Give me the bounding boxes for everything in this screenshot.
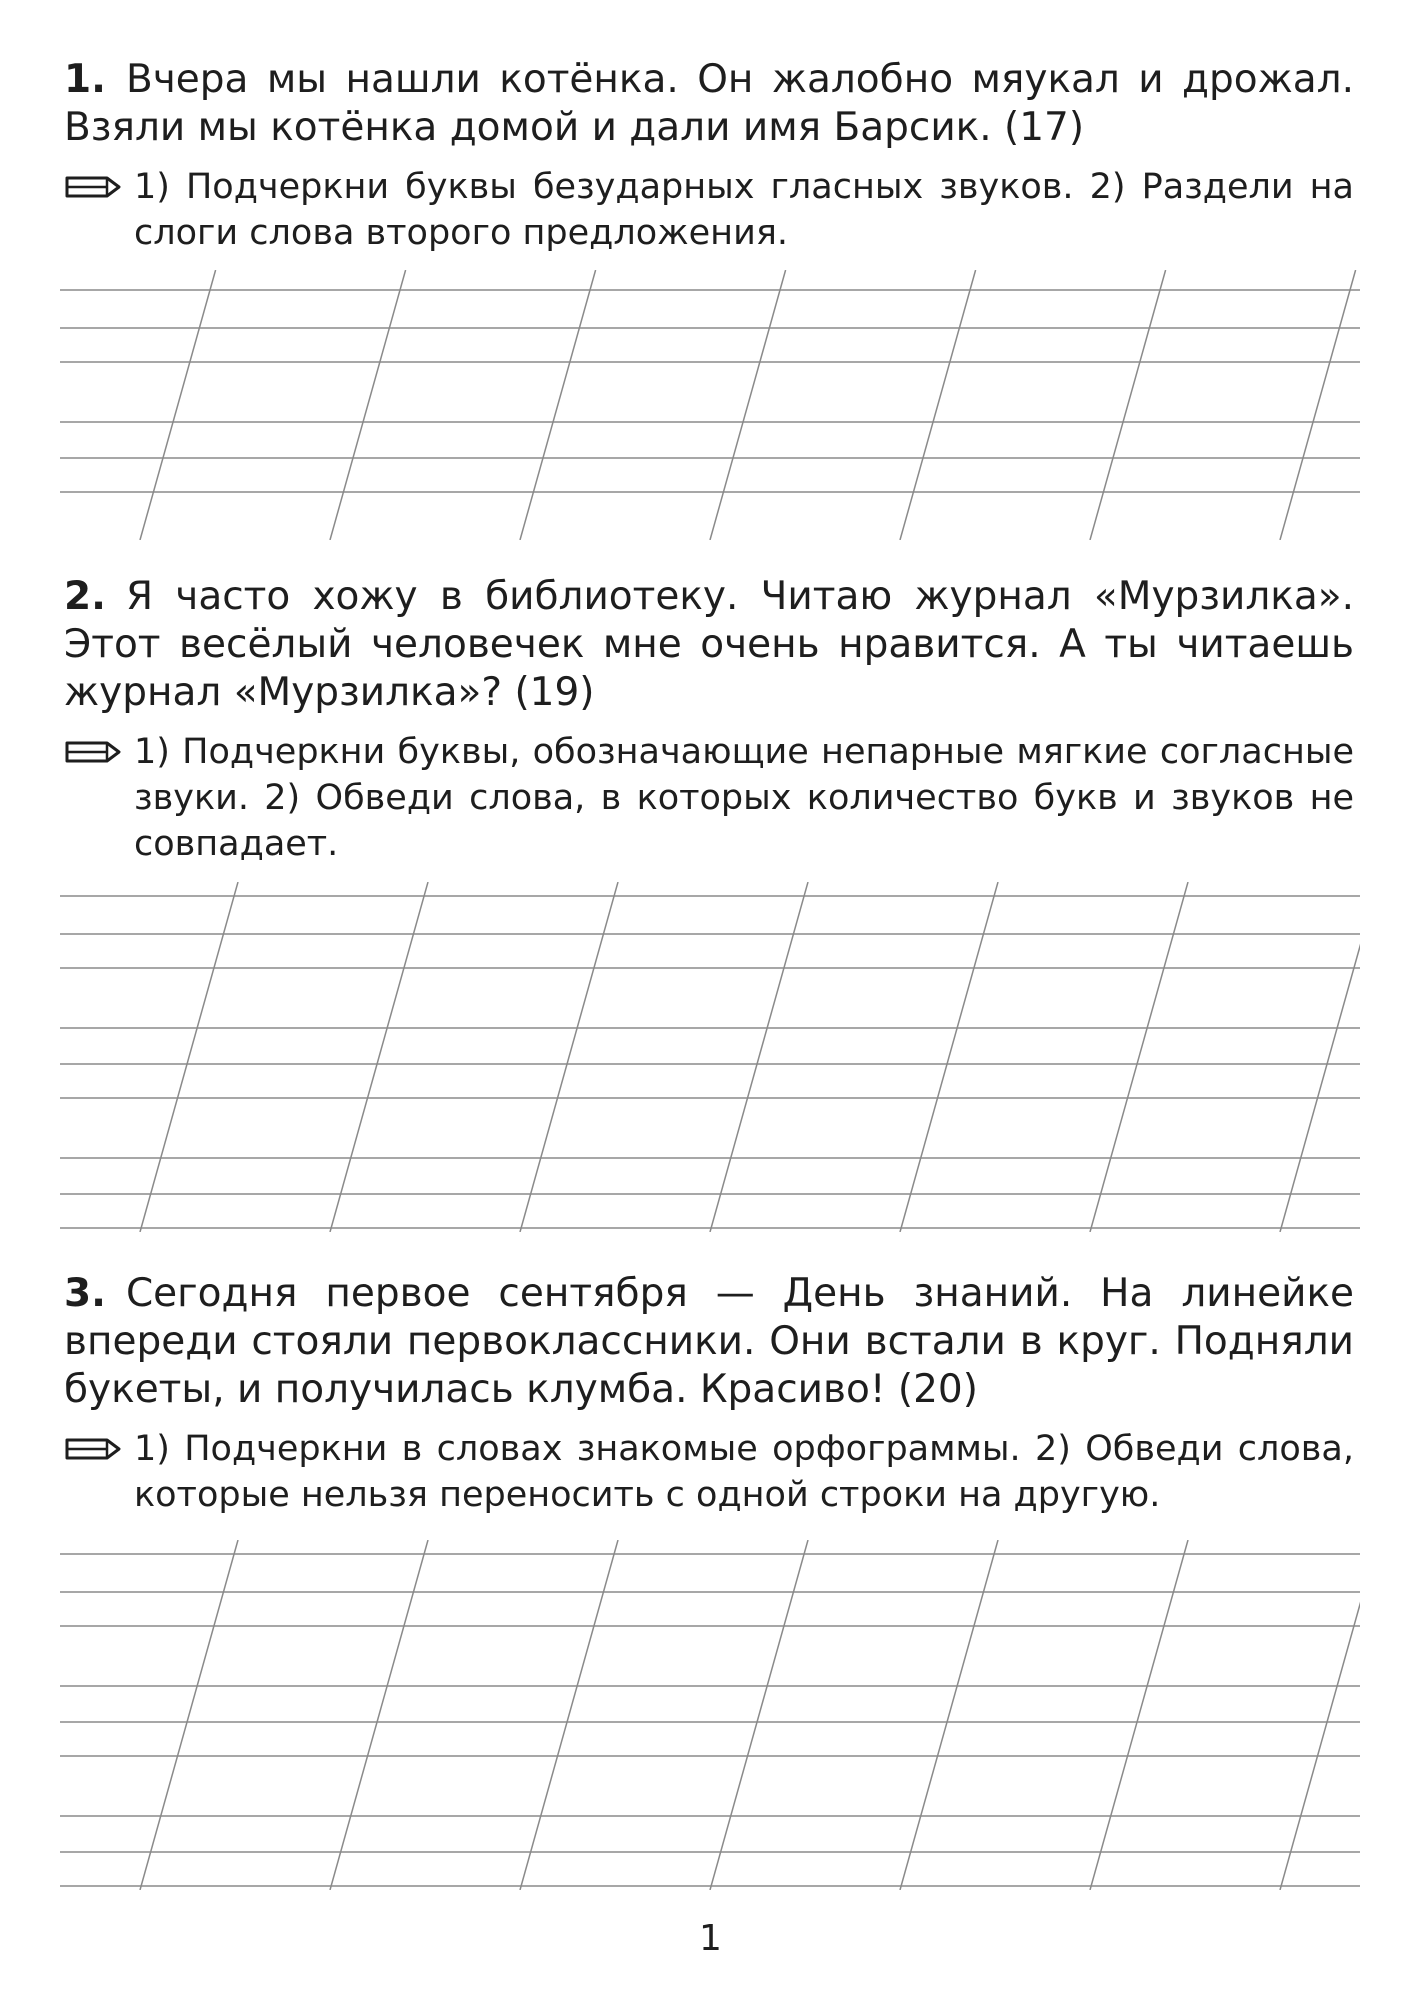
slant-line (330, 270, 406, 540)
slant-line (710, 270, 786, 540)
task-text: 1) Подчеркни буквы безударных гласных звуков. 2) Раздели на слоги слова второго предложения. (134, 167, 1354, 253)
exercise-text (64, 1270, 1354, 1414)
pencil-icon (64, 1432, 122, 1466)
exercise-task (64, 1426, 1354, 1518)
writing-lines-3 (60, 1540, 1360, 1890)
pencil-icon (64, 735, 122, 769)
exercise-number: 3. (64, 1271, 106, 1316)
exercise-sentence: Сегодня первое сентября — День знаний. На линейке впереди стояли первоклассники. Они встали в круг. Подняли букеты, и получилась клумба. Красиво! (20) (64, 1271, 1354, 1412)
slant-line (140, 270, 216, 540)
task-text: 1) Подчеркни в словах знакомые орфограммы. 2) Обведи слова, которые нельзя переносить с одной строки на другую. (134, 1429, 1354, 1515)
slant-line (1280, 270, 1356, 540)
exercise-text (64, 573, 1354, 717)
exercise-number: 2. (64, 574, 106, 619)
exercise-task (64, 729, 1354, 867)
writing-lines-2 (60, 882, 1360, 1232)
exercise-text (64, 56, 1354, 152)
slant-line (900, 270, 976, 540)
slant-line (520, 270, 596, 540)
exercise-task (64, 164, 1354, 256)
pencil-icon (64, 170, 122, 204)
exercise-3 (64, 1270, 1354, 1518)
exercise-sentence: Я часто хожу в библиотеку. Читаю журнал «Мурзилка». Этот весёлый человечек мне очень нравится. А ты читаешь журнал «Мурзилка»? (19) (64, 574, 1354, 715)
task-text: 1) Подчеркни буквы, обозначающие непарные мягкие согласные звуки. 2) Обведи слова, в которых количество букв и звуков не совпадает. (134, 732, 1354, 864)
exercise-sentence: Вчера мы нашли котёнка. Он жалобно мяукал и дрожал. Взяли мы котёнка домой и дали имя Барсик. (17) (64, 57, 1354, 150)
exercise-number: 1. (64, 57, 106, 102)
page-number: 1 (699, 1918, 722, 1959)
writing-lines-1 (60, 270, 1360, 540)
slant-line (1090, 270, 1166, 540)
exercise-1 (64, 56, 1354, 256)
exercise-2 (64, 573, 1354, 867)
